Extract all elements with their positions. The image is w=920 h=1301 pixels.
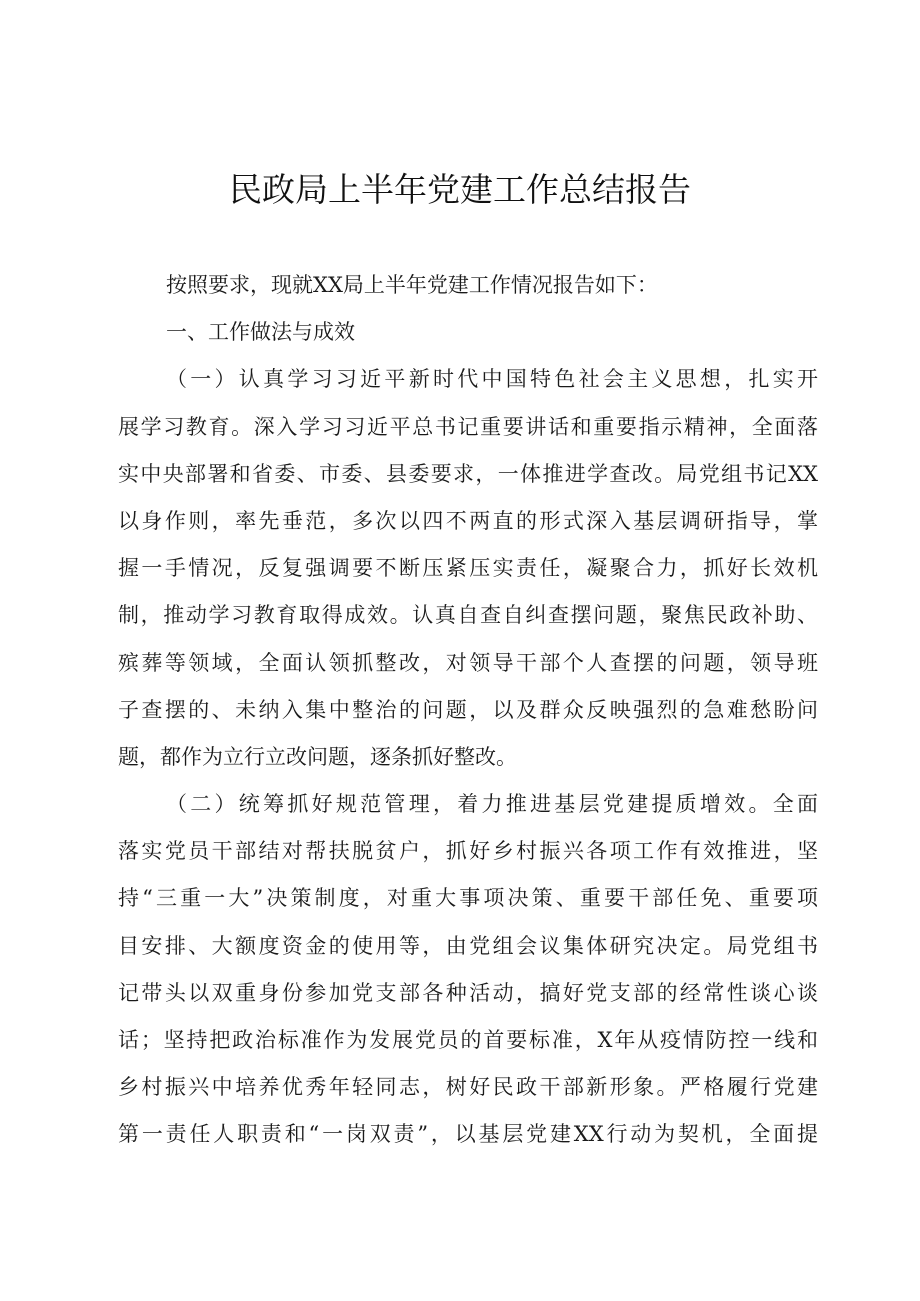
paragraph-line: 殡葬等领域，全面认领抓整改，对领导干部个人查摆的问题，领导班: [118, 650, 818, 675]
paragraph-line: 实中央部署和省委、市委、县委要求，一体推进学查改。局党组书记XX: [118, 461, 818, 486]
paragraph-line: 乡村振兴中培养优秀年轻同志，树好民政干部新形象。严格履行党建: [118, 1075, 818, 1100]
section-heading: [118, 309, 818, 356]
intro-paragraph: [118, 262, 818, 309]
paragraph-line: 目安排、大额度资金的使用等，由党组会议集体研究决定。局党组书: [118, 933, 818, 958]
body-paragraph: [118, 781, 818, 1159]
document-body: [118, 262, 818, 1159]
paragraph-line: 一、工作做法与成效: [166, 320, 355, 345]
paragraph-line: 制，推动学习教育取得成效。认真自查自纠查摆问题，聚焦民政补助、: [118, 603, 818, 628]
paragraph-line: 握一手情况，反复强调要不断压紧压实责任，凝聚合力，抓好长效机: [118, 556, 818, 581]
paragraph-line: 记带头以双重身份参加党支部各种活动，搞好党支部的经常性谈心谈: [118, 980, 818, 1005]
paragraph-line: （一）认真学习习近平新时代中国特色社会主义思想，扎实开: [166, 367, 818, 392]
paragraph-line: 展学习教育。深入学习习近平总书记重要讲话和重要指示精神，全面落: [118, 414, 818, 439]
paragraph-line: 落实党员干部结对帮扶脱贫户，抓好乡村振兴各项工作有效推进，坚: [118, 839, 818, 864]
paragraph-line: 话；坚持把政治标准作为发展党员的首要标准，X年从疫情防控一线和: [118, 1028, 818, 1052]
paragraph-line: 题，都作为立行立改问题，逐条抓好整改。: [118, 744, 517, 769]
body-paragraph: [118, 356, 818, 781]
paragraph-line: 子查摆的、未纳入集中整治的问题，以及群众反映强烈的急难愁盼问: [118, 697, 818, 722]
paragraph-line: 按照要求，现就XX局上半年党建工作情况报告如下：: [166, 273, 658, 297]
paragraph-line: （二）统筹抓好规范管理，着力推进基层党建提质增效。全面: [166, 792, 818, 817]
paragraph-line: 第一责任人职责和“一岗双责”，以基层党建XX行动为契机，全面提: [118, 1122, 818, 1147]
paragraph-line: 以身作则，率先垂范，多次以四不两直的形式深入基层调研指导，掌: [118, 508, 818, 533]
paragraph-line: 持“三重一大”决策制度，对重大事项决策、重要干部任免、重要项: [118, 886, 818, 911]
document-title: 民政局上半年党建工作总结报告: [229, 170, 691, 209]
